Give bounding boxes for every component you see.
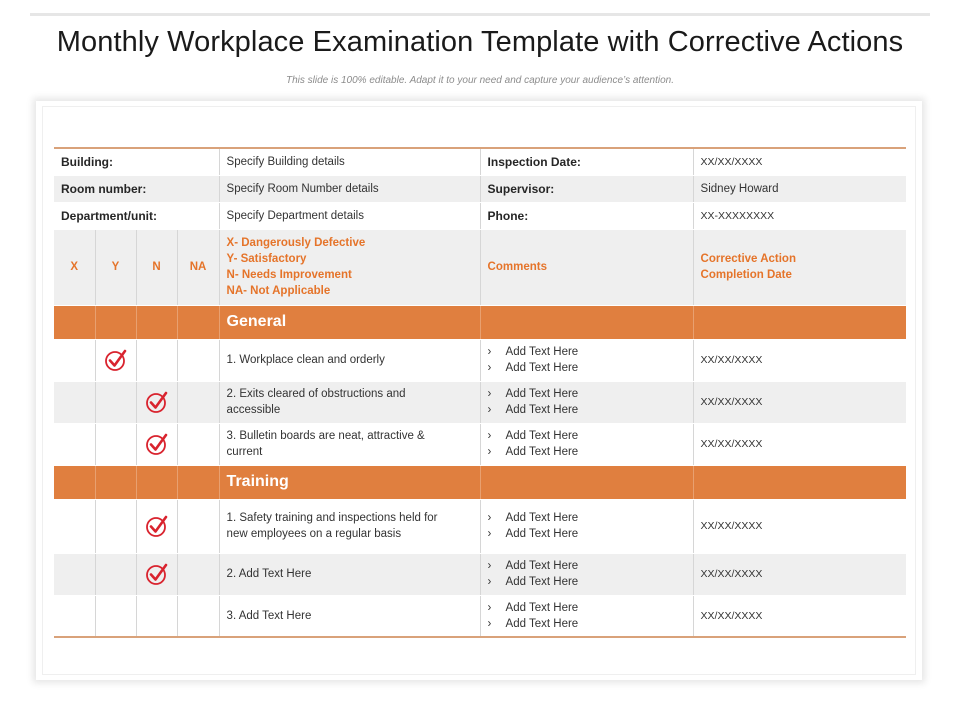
checklist-item-line: new employees on a regular basis xyxy=(226,528,402,540)
checklist-item xyxy=(219,339,480,381)
comment-text: Add Text Here xyxy=(505,430,579,442)
table-row xyxy=(54,553,906,595)
chevron-right-icon: › xyxy=(487,388,492,400)
comment-bullet xyxy=(488,386,686,402)
rating-cell-n[interactable] xyxy=(136,423,177,465)
rating-cell-y[interactable] xyxy=(95,595,136,637)
comments-cell[interactable] xyxy=(480,423,693,465)
column-n-header: N xyxy=(136,229,177,305)
comment-text: Add Text Here xyxy=(505,404,579,416)
checklist-item-line: 3. Bulletin boards are neat, attractive & xyxy=(226,430,425,442)
rating-cell-x[interactable] xyxy=(54,553,95,595)
inspection-date-label: Inspection Date: xyxy=(480,148,693,175)
column-y-header: Y xyxy=(95,229,136,305)
checklist-item-line: 3. Add Text Here xyxy=(226,609,312,622)
chevron-right-icon: › xyxy=(487,346,492,358)
comment-bullet xyxy=(488,616,686,632)
legend-line: N- Needs Improvement xyxy=(226,269,352,281)
comment-text: Add Text Here xyxy=(505,528,579,540)
checklist-item-line: 2. Exits cleared of obstructions and xyxy=(226,388,406,400)
chevron-right-icon: › xyxy=(487,404,492,416)
comment-text: Add Text Here xyxy=(505,576,579,588)
chevron-right-icon: › xyxy=(487,430,492,442)
inspection-date-value[interactable]: XX/XX/XXXX xyxy=(693,148,906,175)
section-row-general xyxy=(54,305,906,339)
comments-cell[interactable] xyxy=(480,499,693,553)
comment-bullet xyxy=(488,574,686,590)
comment-text: Add Text Here xyxy=(505,617,579,630)
checklist-item xyxy=(219,381,480,423)
room-label: Room number: xyxy=(54,175,219,202)
chevron-right-icon: › xyxy=(487,446,492,458)
column-x-header: X xyxy=(54,229,95,305)
comment-bullet xyxy=(488,600,686,616)
building-label: Building: xyxy=(54,148,219,175)
section-title-general: General xyxy=(219,305,480,339)
rating-cell-y[interactable] xyxy=(95,499,136,553)
table-row xyxy=(54,339,906,381)
rating-cell-n[interactable] xyxy=(136,381,177,423)
comment-bullet xyxy=(488,360,686,376)
checkmark-icon xyxy=(145,432,169,456)
rating-cell-y[interactable] xyxy=(95,381,136,423)
comment-bullet xyxy=(488,558,686,574)
completion-header-line: Completion Date xyxy=(700,269,792,281)
legend-line: X- Dangerously Defective xyxy=(226,237,366,249)
rating-cell-n[interactable] xyxy=(136,553,177,595)
building-value[interactable]: Specify Building details xyxy=(219,148,480,175)
completion-header-line: Corrective Action xyxy=(700,253,796,265)
checkmark-icon xyxy=(104,348,128,372)
table-row xyxy=(54,423,906,465)
table-row xyxy=(54,595,906,637)
examination-table xyxy=(54,147,906,638)
completion-date[interactable]: XX/XX/XXXX xyxy=(693,423,906,465)
comment-text: Add Text Here xyxy=(505,388,579,400)
legend-line: Y- Satisfactory xyxy=(226,253,307,265)
chevron-right-icon: › xyxy=(487,362,492,374)
rating-cell-x[interactable] xyxy=(54,423,95,465)
info-row-room xyxy=(54,175,906,202)
comment-text: Add Text Here xyxy=(505,512,579,524)
rating-cell-x[interactable] xyxy=(54,595,95,637)
checklist-item xyxy=(219,595,480,637)
chevron-right-icon: › xyxy=(487,576,492,588)
section-title-training: Training xyxy=(219,465,480,499)
info-row-department xyxy=(54,202,906,229)
checklist-item xyxy=(219,499,480,553)
column-na-header: NA xyxy=(177,229,219,305)
rating-cell-y[interactable] xyxy=(95,339,136,381)
comments-cell[interactable] xyxy=(480,595,693,637)
completion-date[interactable]: XX/XX/XXXX xyxy=(693,381,906,423)
completion-date[interactable]: XX/XX/XXXX xyxy=(693,595,906,637)
page-title: Monthly Workplace Examination Template with Corrective Actions xyxy=(56,26,904,58)
completion-date-header xyxy=(693,229,906,305)
rating-cell-x[interactable] xyxy=(54,499,95,553)
rating-cell-n[interactable] xyxy=(136,499,177,553)
rating-cell-na[interactable] xyxy=(177,339,219,381)
info-row-building xyxy=(54,148,906,175)
department-value[interactable]: Specify Department details xyxy=(219,202,480,229)
checkmark-icon xyxy=(145,562,169,586)
comment-bullet xyxy=(488,428,686,444)
top-divider xyxy=(30,13,930,16)
checklist-item-line: current xyxy=(226,446,263,458)
rating-cell-x[interactable] xyxy=(54,339,95,381)
comment-text: Add Text Here xyxy=(505,362,579,374)
table-row xyxy=(54,499,906,553)
legend-row xyxy=(54,229,906,305)
rating-legend xyxy=(219,229,480,305)
comment-bullet xyxy=(488,402,686,418)
table-row xyxy=(54,381,906,423)
phone-value[interactable]: XX-XXXXXXXX xyxy=(693,202,906,229)
comments-cell[interactable] xyxy=(480,381,693,423)
rating-cell-na[interactable] xyxy=(177,381,219,423)
completion-date[interactable]: XX/XX/XXXX xyxy=(693,553,906,595)
checklist-item xyxy=(219,423,480,465)
comments-cell[interactable] xyxy=(480,339,693,381)
chevron-right-icon: › xyxy=(487,512,492,524)
comment-bullet xyxy=(488,526,686,542)
comment-text: Add Text Here xyxy=(505,560,579,572)
chevron-right-icon: › xyxy=(487,617,492,630)
checklist-item-line: 1. Safety training and inspections held for xyxy=(226,512,438,524)
phone-label: Phone: xyxy=(480,202,693,229)
legend-line: NA- Not Applicable xyxy=(226,285,331,297)
rating-cell-na[interactable] xyxy=(177,499,219,553)
rating-cell-na[interactable] xyxy=(177,423,219,465)
rating-cell-na[interactable] xyxy=(177,595,219,637)
checkmark-icon xyxy=(145,514,169,538)
comments-cell[interactable] xyxy=(480,553,693,595)
room-value[interactable]: Specify Room Number details xyxy=(219,175,480,202)
comments-header: Comments xyxy=(480,229,693,305)
supervisor-value[interactable]: Sidney Howard xyxy=(693,175,906,202)
rating-cell-n[interactable] xyxy=(136,339,177,381)
comment-text: Add Text Here xyxy=(505,446,579,458)
checklist-item-line: accessible xyxy=(226,404,281,416)
rating-cell-na[interactable] xyxy=(177,553,219,595)
checkmark-icon xyxy=(145,390,169,414)
page-subtitle: This slide is 100% editable. Adapt it to your need and capture your audience’s attention. xyxy=(285,75,675,86)
comment-bullet xyxy=(488,510,686,526)
checklist-item-line: 2. Add Text Here xyxy=(226,568,312,580)
section-row-training xyxy=(54,465,906,499)
rating-cell-x[interactable] xyxy=(54,381,95,423)
rating-cell-n[interactable] xyxy=(136,595,177,637)
chevron-right-icon: › xyxy=(487,601,492,614)
completion-date[interactable]: XX/XX/XXXX xyxy=(693,499,906,553)
chevron-right-icon: › xyxy=(487,528,492,540)
checklist-item-line: 1. Workplace clean and orderly xyxy=(226,354,385,366)
rating-cell-y[interactable] xyxy=(95,423,136,465)
chevron-right-icon: › xyxy=(487,560,492,572)
checklist-item xyxy=(219,553,480,595)
department-label: Department/unit: xyxy=(54,202,219,229)
comment-bullet xyxy=(488,444,686,460)
rating-cell-y[interactable] xyxy=(95,553,136,595)
comment-text: Add Text Here xyxy=(505,346,579,358)
completion-date[interactable]: XX/XX/XXXX xyxy=(693,339,906,381)
comment-text: Add Text Here xyxy=(505,601,579,614)
comment-bullet xyxy=(488,344,686,360)
supervisor-label: Supervisor: xyxy=(480,175,693,202)
